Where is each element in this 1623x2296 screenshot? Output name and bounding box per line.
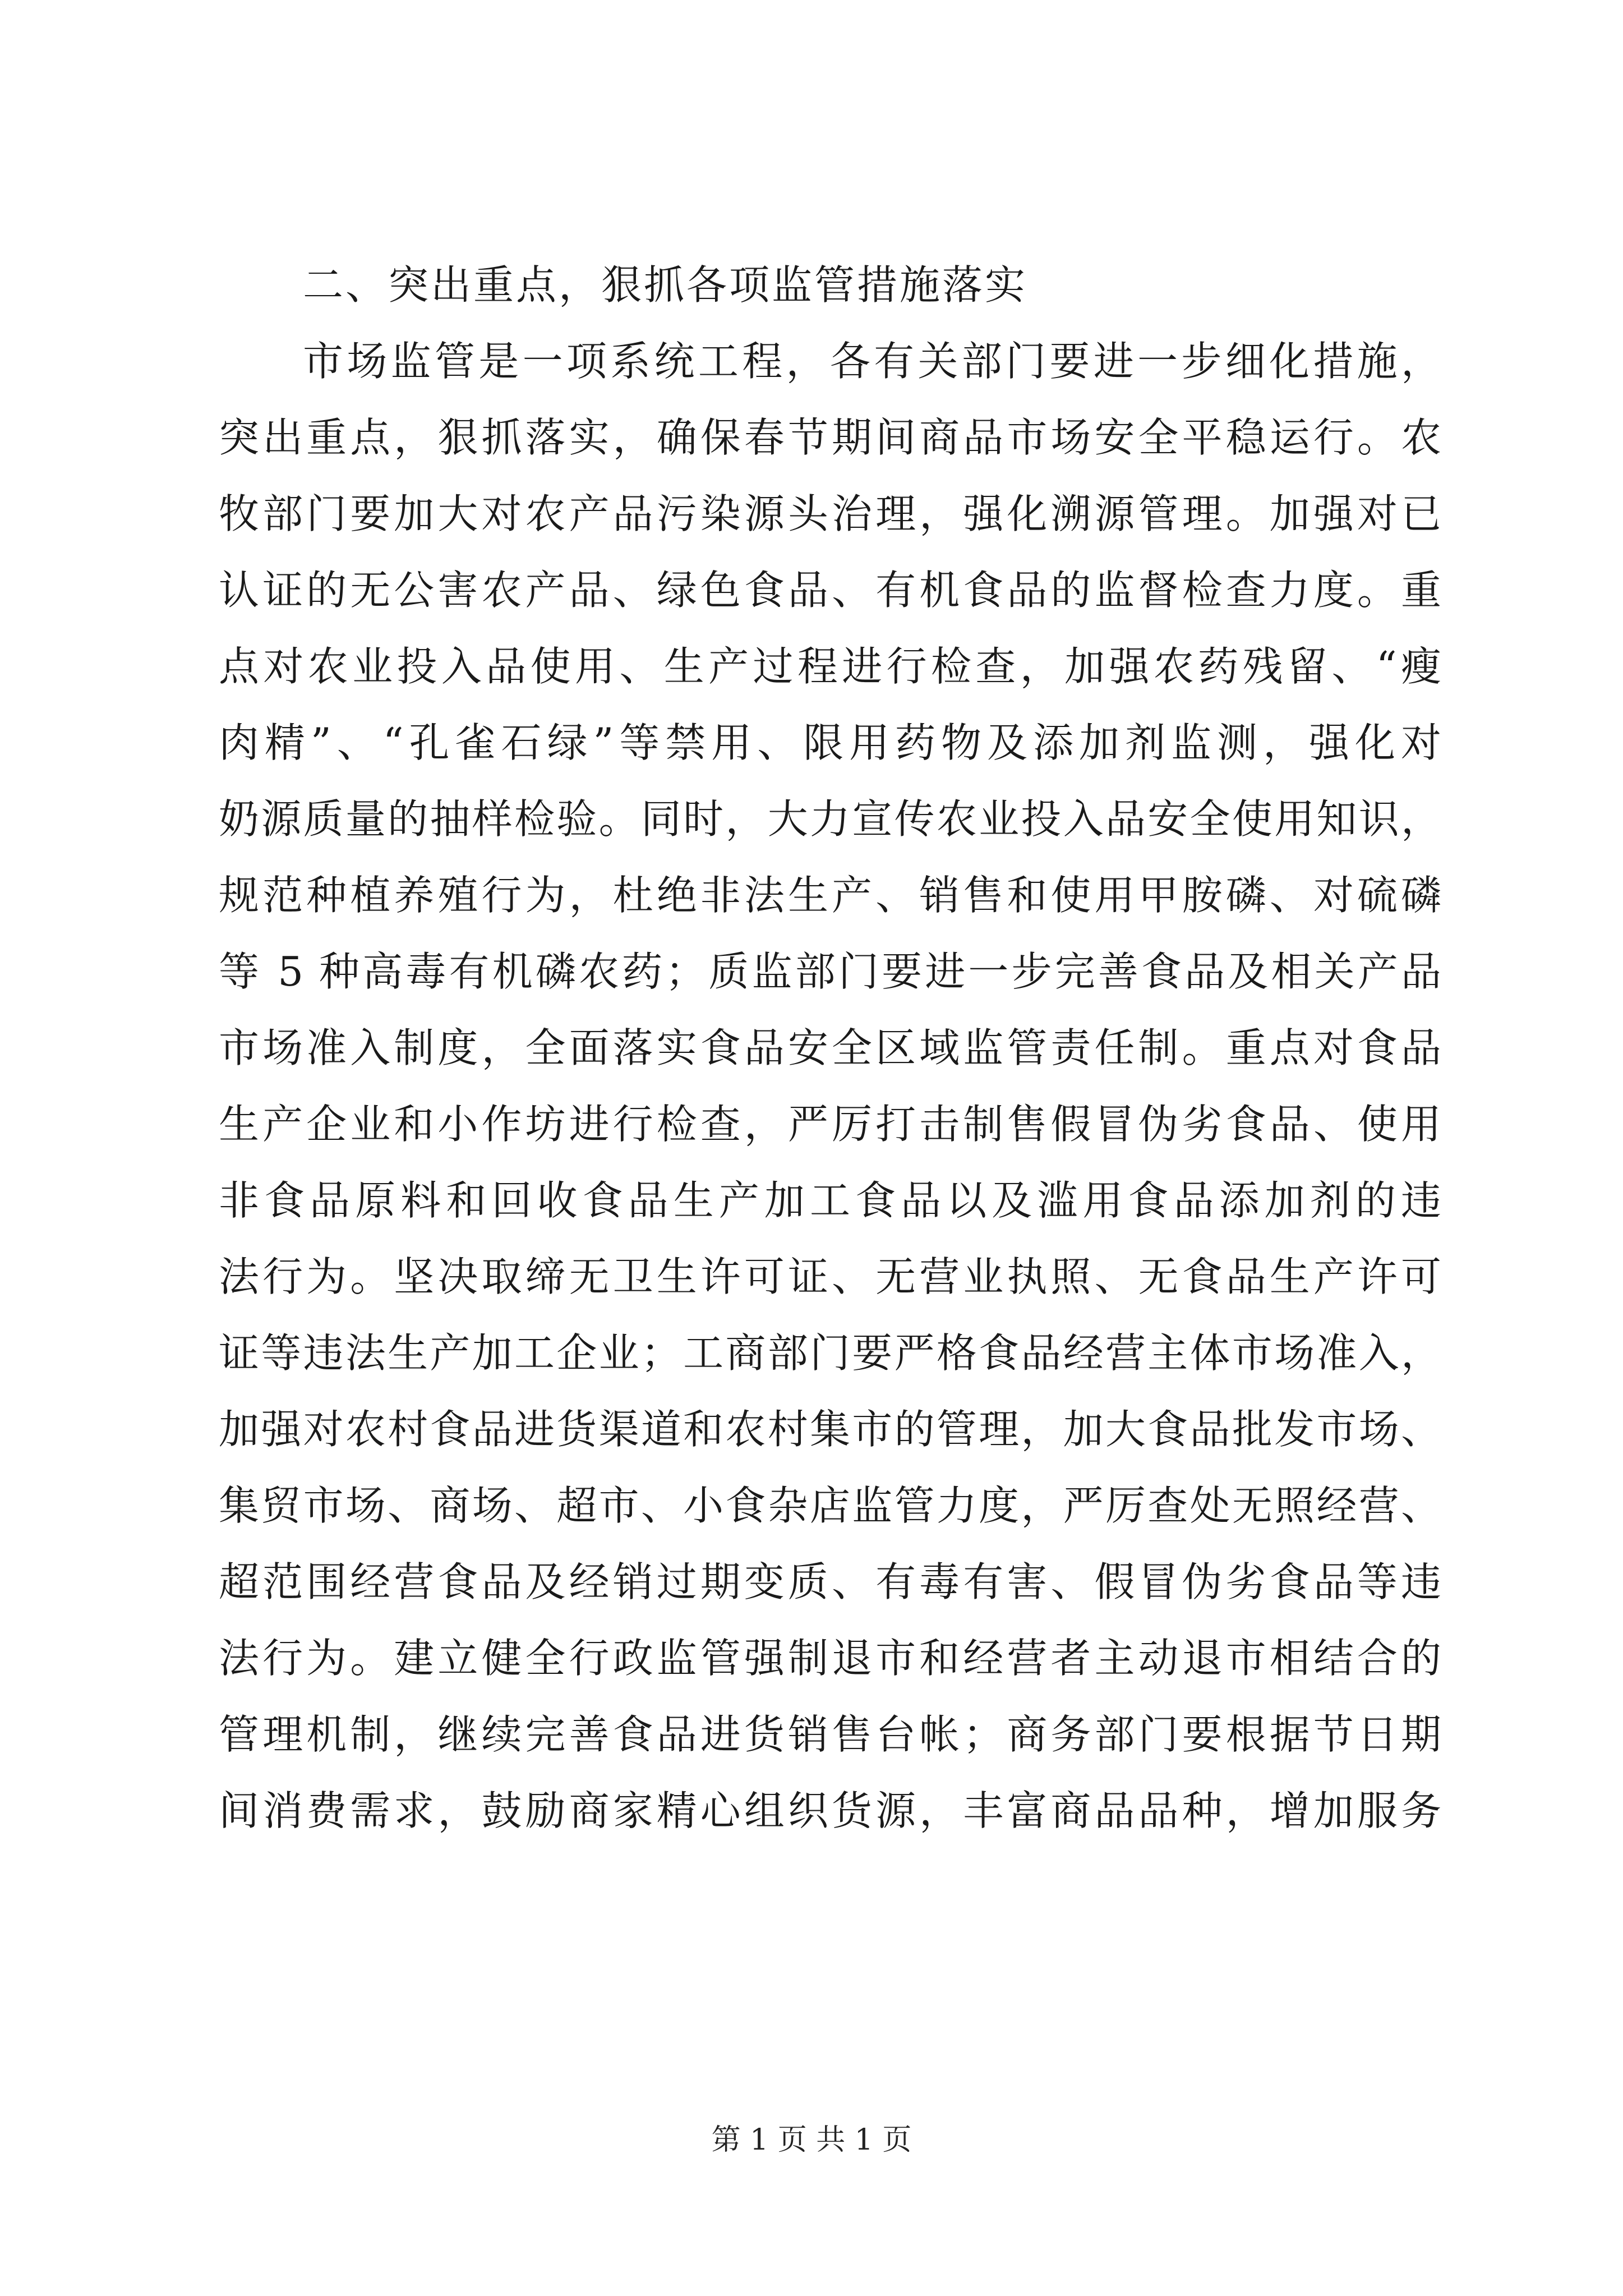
paragraph-line: 证等违法生产加工企业；工商部门要严格食品经营主体市场准入， [219, 1329, 1441, 1377]
paragraph-line: 法行为。建立健全行政监管强制退市和经营者主动退市相结合的 [219, 1635, 1441, 1682]
paragraph-line: 点对农业投入品使用、生产过程进行检查，加强农药残留、“瘦 [219, 643, 1441, 690]
paragraph-line: 等 5 种高毒有机磷农药；质监部门要进一步完善食品及相关产品 [219, 948, 1441, 995]
section-heading: 二、突出重点，狠抓各项监管措施落实 [303, 261, 1028, 309]
paragraph-line: 牧部门要加大对农产品污染源头治理，强化溯源管理。加强对已 [219, 490, 1441, 537]
paragraph-line: 认证的无公害农产品、绿色食品、有机食品的监督检查力度。重 [219, 567, 1441, 614]
document-body [219, 247, 1441, 1849]
paragraph-line: 集贸市场、商场、超市、小食杂店监管力度，严厉查处无照经营、 [219, 1482, 1441, 1529]
paragraph-line: 规范种植养殖行为，杜绝非法生产、销售和使用甲胺磷、对硫磷 [219, 872, 1441, 919]
page-footer: 第 1 页 共 1 页 [711, 2123, 912, 2157]
paragraph-line: 间消费需求，鼓励商家精心组织货源，丰富商品品种，增加服务 [219, 1787, 1441, 1834]
paragraph-line: 奶源质量的抽样检验。同时，大力宣传农业投入品安全使用知识， [219, 795, 1441, 843]
paragraph-line: 突出重点，狠抓落实，确保春节期间商品市场安全平稳运行。农 [219, 414, 1441, 461]
paragraph-line: 管理机制，继续完善食品进货销售台帐；商务部门要根据节日期 [219, 1711, 1441, 1758]
body-paragraph [219, 323, 1441, 1849]
paragraph-line: 加强对农村食品进货渠道和农村集市的管理，加大食品批发市场、 [219, 1406, 1441, 1453]
paragraph-line: 超范围经营食品及经销过期变质、有毒有害、假冒伪劣食品等违 [219, 1558, 1441, 1605]
paragraph-line: 非食品原料和回收食品生产加工食品以及滥用食品添加剂的违 [219, 1177, 1441, 1224]
paragraph-line: 生产企业和小作坊进行检查，严厉打击制售假冒伪劣食品、使用 [219, 1101, 1441, 1148]
paragraph-line: 法行为。坚决取缔无卫生许可证、无营业执照、无食品生产许可 [219, 1253, 1441, 1300]
paragraph-line: 肉精”、“孔雀石绿”等禁用、限用药物及添加剂监测，强化对 [219, 719, 1441, 766]
paragraph-line: 市场准入制度，全面落实食品安全区域监管责任制。重点对食品 [219, 1024, 1441, 1071]
paragraph-line: 市场监管是一项系统工程，各有关部门要进一步细化措施， [303, 338, 1441, 385]
